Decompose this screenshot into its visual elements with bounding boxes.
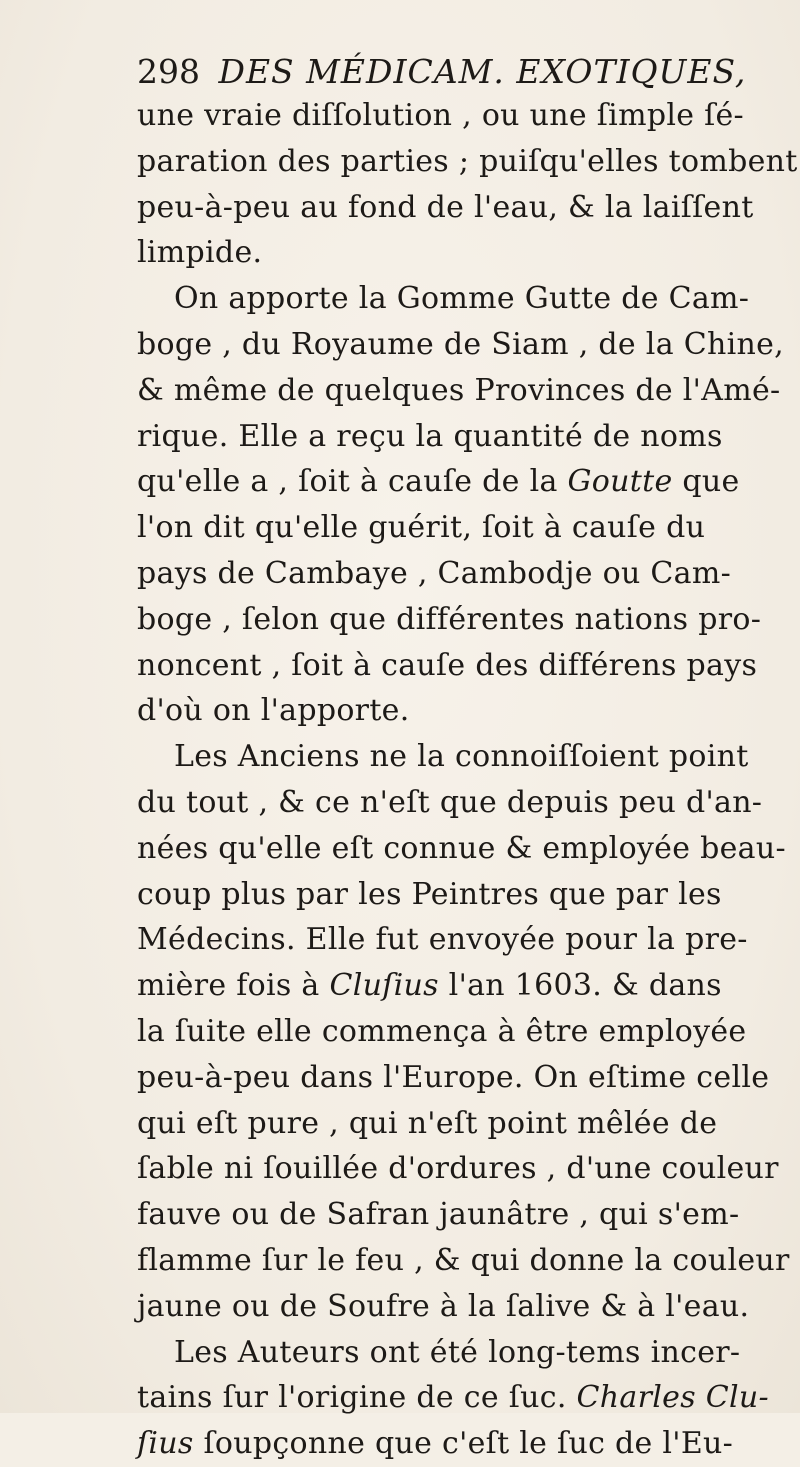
text-line: d'où on l'apporte. bbox=[137, 693, 410, 729]
text-span: qu'elle a , ſoit à cauſe de la bbox=[137, 464, 558, 500]
text-line: nées qu'elle eſt connue & employée beau- bbox=[137, 830, 786, 866]
text-line: Les Auteurs ont été long-tems incer- bbox=[174, 1334, 741, 1370]
running-title-main: DES MÉDICAM. bbox=[218, 52, 505, 91]
text-line: boge , du Royaume de Siam , de la Chine, bbox=[137, 326, 785, 362]
text-line: boge , ſelon que différentes nations pro- bbox=[137, 601, 762, 637]
text-line: coup plus par les Peintres que par les bbox=[137, 876, 722, 912]
page-number: 298 bbox=[137, 52, 200, 91]
text-line: peu-à-peu dans l'Europe. On eſtime celle bbox=[137, 1059, 770, 1095]
text-line: limpide. bbox=[137, 235, 263, 271]
text-line-with-italic bbox=[137, 963, 722, 1009]
running-title-sub: EXOTIQUES, bbox=[516, 52, 747, 91]
text-line-with-italic bbox=[137, 1421, 734, 1467]
body-text bbox=[137, 93, 798, 1467]
text-line: la ſuite elle commença à être employée bbox=[137, 1013, 747, 1049]
text-line: l'on dit qu'elle guérit, ſoit à cauſe du bbox=[137, 510, 706, 546]
italic-name: Cluſius bbox=[329, 968, 439, 1004]
text-line: fauve ou de Safran jaunâtre , qui s'em- bbox=[137, 1197, 740, 1233]
text-line: noncent , ſoit à cauſe des différens pays bbox=[137, 647, 758, 683]
italic-name: ſius bbox=[137, 1426, 194, 1462]
text-line: & même de quelques Provinces de l'Amé- bbox=[137, 372, 781, 408]
text-line: pays de Cambaye , Cambodje ou Cam- bbox=[137, 555, 732, 591]
text-line: paration des parties ; puiſqu'elles tombent bbox=[137, 143, 798, 179]
text-line: jaune ou de Soufre à la ſalive & à l'eau. bbox=[137, 1288, 750, 1324]
text-span: que bbox=[672, 464, 740, 500]
text-line: peu-à-peu au fond de l'eau, & la laiſſent bbox=[137, 189, 754, 225]
text-line: On apporte la Gomme Gutte de Cam- bbox=[174, 281, 750, 317]
text-line: Les Anciens ne la connoiſſoient point bbox=[174, 739, 749, 775]
text-span: tains ſur l'origine de ce ſuc. bbox=[137, 1380, 567, 1416]
text-span: ſoupçonne que c'eſt le ſuc de l'Eu- bbox=[203, 1426, 734, 1462]
text-line: une vraie diſſolution , ou une ſimple ſé- bbox=[137, 98, 744, 133]
running-title bbox=[219, 52, 747, 91]
text-line: flamme ſur le feu , & qui donne la couleur bbox=[137, 1242, 790, 1278]
text-span: mière fois à bbox=[137, 968, 320, 1004]
text-line: ſable ni ſouillée d'ordures , d'une couleur bbox=[137, 1151, 779, 1187]
text-span: l'an 1603. & dans bbox=[438, 968, 722, 1004]
text-line: du tout , & ce n'eſt que depuis peu d'an- bbox=[137, 784, 763, 820]
text-line: Médecins. Elle fut envoyée pour la pre- bbox=[137, 922, 748, 958]
italic-term: Goutte bbox=[567, 464, 673, 500]
text-line-with-italic bbox=[137, 459, 740, 505]
italic-name: Charles Clu- bbox=[576, 1380, 769, 1416]
text-line: qui eſt pure , qui n'eſt point mêlée de bbox=[137, 1105, 718, 1141]
text-line-with-italic bbox=[137, 1375, 769, 1421]
text-line: rique. Elle a reçu la quantité de noms bbox=[137, 418, 723, 454]
